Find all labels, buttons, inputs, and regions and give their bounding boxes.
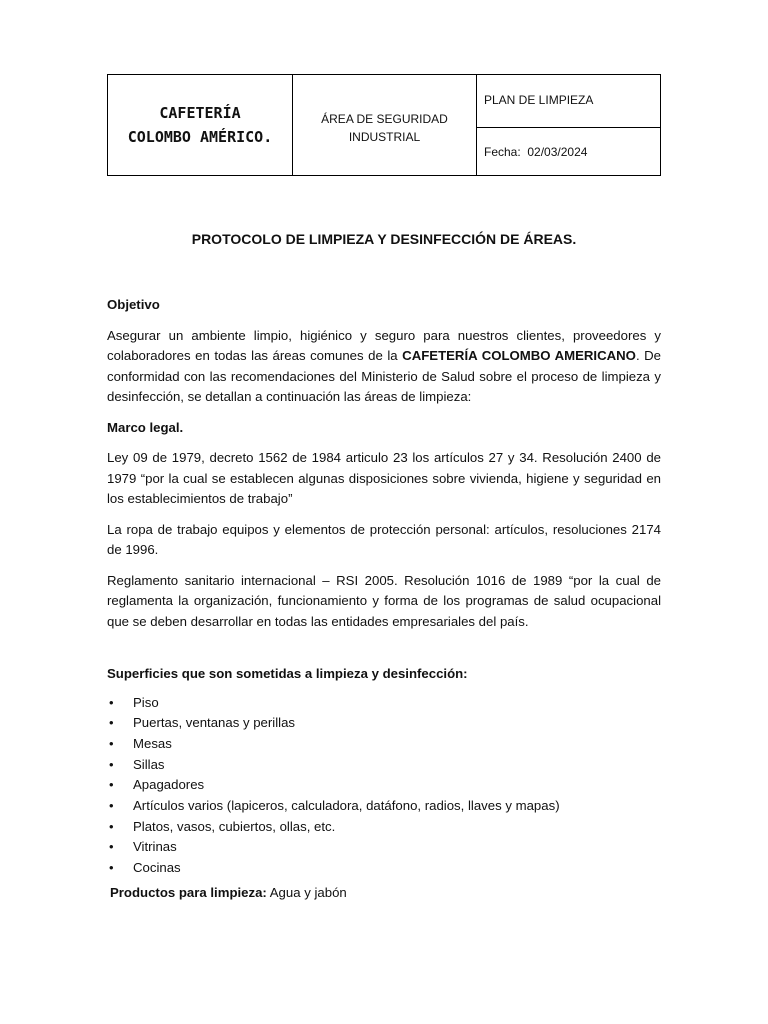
- list-item: • Mesas: [107, 734, 661, 755]
- plan-cell: [477, 75, 660, 175]
- legal-paragraph-2: La ropa de trabajo equipos y elementos de protección personal: artículos, resoluciones 2174 de 1996.: [107, 521, 661, 557]
- list-item: • Apagadores: [107, 775, 661, 796]
- surfaces-heading: Superficies que son sometidas a limpieza y desinfección:: [107, 666, 468, 681]
- bullet-icon: •: [109, 694, 114, 710]
- products-label: Productos para limpieza:: [110, 884, 267, 900]
- products-value: Agua y jabón: [269, 884, 347, 900]
- list-item: • Platos, vasos, cubiertos, ollas, etc.: [107, 817, 661, 838]
- plan-label: PLAN DE LIMPIEZA: [477, 75, 660, 128]
- objective-text-2: . De conformidad con las recomendaciones del Ministerio de Salud sobre el proceso de limpieza y desinfección, se detallan a continuación las áreas de limpieza:: [107, 348, 662, 404]
- date-value: 02/03/2024: [527, 145, 588, 159]
- list-item: • Artículos varios (lapiceros, calculadora, datáfono, radios, llaves y mapas): [107, 796, 661, 817]
- list-item: • Vitrinas: [107, 837, 661, 858]
- date-row: [477, 128, 660, 175]
- objective-heading: Objetivo: [107, 297, 160, 312]
- document-body: [107, 295, 661, 903]
- legal-paragraph-1: Ley 09 de 1979, decreto 1562 de 1984 articulo 23 los artículos 27 y 34. Resolución 2400 de 1979 “por la cual se establecen algunas disposiciones sobre vivienda, higiene y seguridad en los establecimientos de trabajo”: [107, 450, 661, 506]
- objective-company-name: CAFETERÍA COLOMBO AMERICANO: [402, 348, 636, 363]
- legal-heading: Marco legal.: [107, 419, 184, 435]
- bullet-icon: •: [109, 798, 114, 814]
- legal-paragraph-3: Reglamento sanitario internacional – RSI 2005. Resolución 1016 de 1989 “por la cual de reglamenta la organización, funcionamiento y forma de los programas de salud ocupacional que se deben desarrollar en todas las entidades empresariales del país.: [107, 572, 661, 629]
- bullet-icon: •: [109, 777, 114, 793]
- list-item: • Piso: [107, 693, 661, 714]
- bullet-icon: •: [109, 818, 114, 834]
- bullet-icon: •: [109, 839, 114, 855]
- bullet-icon: •: [109, 715, 114, 731]
- company-name-line2: COLOMBO AMÉRICO.: [127, 128, 273, 146]
- products-line: [107, 883, 661, 904]
- bullet-icon: •: [109, 756, 114, 772]
- document-title: PROTOCOLO DE LIMPIEZA Y DESINFECCIÓN DE ÁREAS.: [191, 231, 577, 247]
- document-header-table: [107, 74, 661, 176]
- bullet-icon: •: [109, 735, 114, 751]
- date-label: Fecha:: [484, 145, 521, 159]
- list-item: • Sillas: [107, 755, 661, 776]
- bullet-icon: •: [109, 860, 114, 876]
- surfaces-list: [107, 693, 661, 879]
- company-cell: [108, 75, 293, 175]
- area-line1: ÁREA DE SEGURIDAD: [321, 112, 448, 126]
- objective-paragraph: [107, 326, 661, 408]
- company-name-line1: CAFETERÍA: [159, 104, 241, 122]
- list-item: • Puertas, ventanas y perillas: [107, 713, 661, 734]
- objective-text-1: Asegurar un ambiente limpio, higiénico y seguro para nuestros clientes, proveedores y colaboradores en todas las áreas comunes de la: [107, 327, 661, 363]
- area-line2: INDUSTRIAL: [348, 130, 421, 144]
- list-item: • Cocinas: [107, 858, 661, 879]
- area-cell: [293, 75, 477, 175]
